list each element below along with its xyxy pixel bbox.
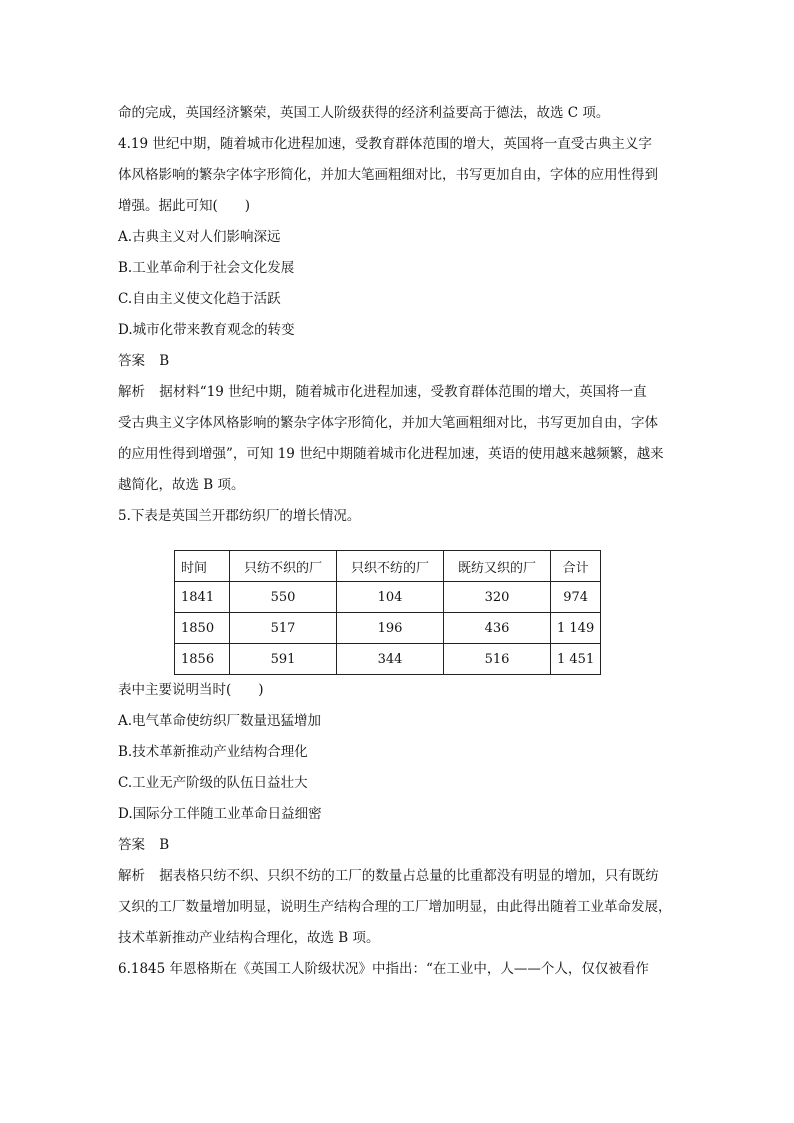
option-d: D.国际分工伴随工业革命日益细密 — [118, 806, 322, 822]
table-cell: 344 — [337, 644, 444, 675]
table-cell: 1 451 — [551, 644, 601, 675]
answer-line — [118, 830, 678, 861]
analysis-text: 的应用性得到增强”，可知 19 世纪中期随着城市化进程加速，英语的使用越来越频繁，越来 — [118, 446, 664, 462]
analysis-text: 据材料“19 世纪中期，随着城市化进程加速，受教育群体范围的增大，英国将一直 — [159, 384, 647, 400]
analysis-line — [118, 377, 678, 408]
answer-line — [118, 346, 678, 377]
table-header: 时间 — [175, 551, 230, 582]
analysis-label: 解析 — [118, 384, 145, 400]
option-c: C.工业无产阶级的队伍日益壮大 — [118, 775, 308, 791]
document-page — [118, 98, 678, 985]
table-header: 只纺不织的厂 — [230, 551, 337, 582]
option-d: D.城市化带来教育观念的转变 — [118, 322, 295, 338]
question-stem-line: 5.下表是英国兰开郡纺织厂的增长情况。 — [118, 508, 361, 524]
table-cell: 517 — [230, 613, 337, 644]
question-4 — [118, 129, 678, 501]
option-c: C.自由主义使文化趋于活跃 — [118, 291, 281, 307]
question-5 — [118, 501, 678, 954]
table-cell: 436 — [444, 613, 551, 644]
question-stem-line: 增强。据此可知( ) — [118, 198, 251, 214]
table-cell: 1 149 — [551, 613, 601, 644]
table-row — [175, 644, 601, 675]
table-cell: 974 — [551, 582, 601, 613]
option-b: B.工业革命利于社会文化发展 — [118, 260, 295, 276]
table-header: 既纺又织的厂 — [444, 551, 551, 582]
answer-value: B — [159, 837, 170, 853]
table-header-row — [175, 551, 601, 582]
analysis-text: 又织的工厂数量增加明显，说明生产结构合理的工厂增加明显，由此得出随着工业革命发展， — [118, 899, 672, 915]
table-cell: 104 — [337, 582, 444, 613]
answer-value: B — [159, 353, 170, 369]
table-cell: 1856 — [175, 644, 230, 675]
analysis-text: 越简化，故选 B 项。 — [118, 477, 245, 493]
answer-label: 答案 — [118, 353, 145, 369]
table-row — [175, 582, 601, 613]
option-a: A.电气革命使纺织厂数量迅猛增加 — [118, 713, 322, 729]
text-line: 命的完成，英国经济繁荣，英国工人阶级获得的经济利益要高于德法，故选 C 项。 — [118, 105, 610, 121]
table-header: 只织不纺的厂 — [337, 551, 444, 582]
table-cell: 196 — [337, 613, 444, 644]
option-b: B.技术革新推动产业结构合理化 — [118, 744, 308, 760]
question-6 — [118, 954, 678, 985]
question-stem-line: 4.19 世纪中期，随着城市化进程加速，受教育群体范围的增大，英国将一直受古典主义字 — [118, 136, 652, 152]
analysis-text: 据表格只纺不织、只织不纺的工厂的数量占总量的比重都没有明显的增加，只有既纺 — [159, 868, 659, 884]
analysis-label: 解析 — [118, 868, 145, 884]
analysis-line — [118, 861, 678, 892]
option-a: A.古典主义对人们影响深远 — [118, 229, 281, 245]
table-container — [174, 550, 678, 675]
table-cell: 550 — [230, 582, 337, 613]
table-cell: 1850 — [175, 613, 230, 644]
table-cell: 591 — [230, 644, 337, 675]
question-stem-line: 体风格影响的繁杂字体字形简化，并加大笔画粗细对比，书写更加自由，字体的应用性得到 — [118, 167, 658, 183]
question-stem-line: 6.1845 年恩格斯在《英国工人阶级状况》中指出：“在工业中，人——个人，仅仅被看作 — [118, 961, 649, 977]
table-cell: 516 — [444, 644, 551, 675]
answer-label: 答案 — [118, 837, 145, 853]
analysis-text: 受古典主义字体风格影响的繁杂字体字形简化，并加大笔画粗细对比，书写更加自由，字体 — [118, 415, 658, 431]
table-header: 合计 — [551, 551, 601, 582]
table-cell: 320 — [444, 582, 551, 613]
analysis-text: 技术革新推动产业结构合理化，故选 B 项。 — [118, 930, 380, 946]
data-table — [174, 550, 601, 675]
question-stem-line: 表中主要说明当时( ) — [118, 682, 264, 698]
table-row — [175, 613, 601, 644]
table-cell: 1841 — [175, 582, 230, 613]
